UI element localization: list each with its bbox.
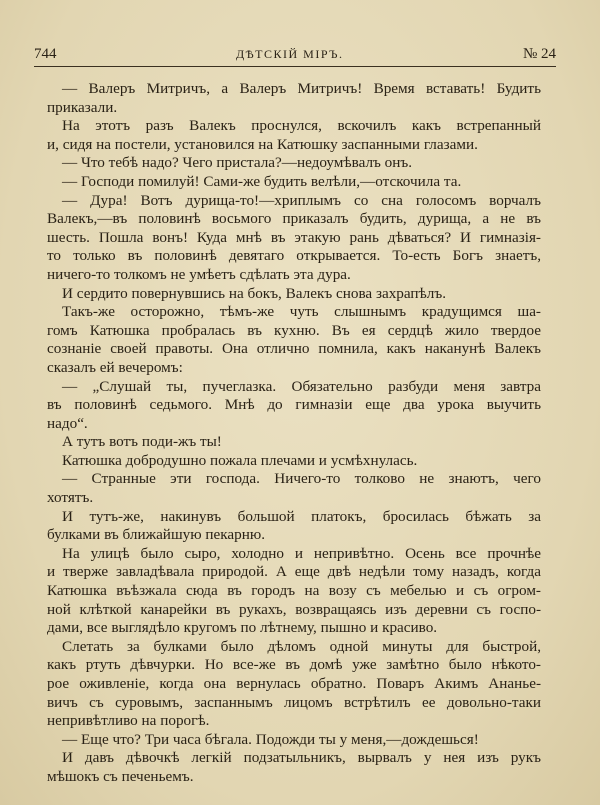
journal-title: ДѢТСКІЙ МІРЪ. (235, 47, 344, 61)
text-line: — „Слушай ты, пучеглазка. Обязательно разбуди меня завтра (62, 377, 541, 395)
text-line: и, сидя на постели, установился на Катюшку заспанными глазами. (47, 135, 478, 153)
text-line: гомъ Катюшка пробралась въ кухню. Въ ея сердцѣ жило твердое (47, 321, 541, 339)
text-line: рое оживленіе, когда она вернулась обратно. Поваръ Акимъ Ананье- (47, 675, 541, 692)
text-line: — Еще что? Три часа бѣгала. Подожди ты у меня,—дождешься! (62, 730, 479, 748)
text-line: какъ ртуть дѣвчурки. Но все-же въ домѣ уже замѣтно было нѣкото- (47, 656, 541, 674)
text-line: — Валеръ Митричъ, а Валеръ Митричъ! Время вставать! Будить (62, 80, 541, 97)
text-line: сказалъ ей вечеромъ: (47, 358, 183, 376)
text-line: Такъ-же осторожно, тѣмъ-же чуть слышнымъ крадущимся ша- (62, 303, 541, 321)
text-line: Катюшка въѣзжала сюда въ городъ на возу съ мебелью и съ огром- (47, 582, 541, 600)
page-body-text (47, 80, 541, 787)
header-rule (34, 66, 556, 67)
text-line: И тутъ-же, накинувъ большой платокъ, бросилась бѣжать за (62, 507, 541, 525)
text-line: булками въ ближайшую пекарню. (47, 526, 265, 544)
text-line: шесть. Пошла вонъ! Куда мнѣ въ этакую рань дѣваться? И гимназія- (47, 228, 541, 246)
text-line: ной клѣткой канарейки въ рукахъ, возвращаясь изъ деревни съ госпо- (47, 600, 541, 618)
text-line: вичъ съ суровымъ, заспаннымъ лицомъ встрѣтилъ ее довольно-таки (47, 693, 541, 711)
text-line: Слетать за булками было дѣломъ одной минуты для быстрой, (62, 637, 541, 655)
text-line: — Господи помилуй! Сами-же будить велѣли,—отскочила та. (62, 172, 462, 190)
issue-number: № 24 (522, 46, 556, 62)
text-line: А тутъ вотъ поди-жъ ты! (62, 433, 222, 451)
text-line: непривѣтливо на порогѣ. (47, 712, 210, 730)
text-line: — Что тебѣ надо? Чего пристала?—недоумѣвалъ онъ. (62, 154, 413, 172)
text-line: надо“. (47, 414, 88, 432)
text-line: На этотъ разъ Валекъ проснулся, вскочилъ какъ встрепанный (62, 117, 541, 135)
text-line: приказали. (47, 98, 118, 116)
text-line: и тверже завладѣвала природой. А еще двѣ недѣли тому назадъ, когда (47, 563, 541, 581)
text-line: ничего-то толкомъ не умѣетъ сдѣлать эта дура. (47, 265, 351, 283)
text-line: — Дура! Вотъ дурища-то!—хриплымъ со сна голосомъ ворчалъ (62, 191, 541, 209)
text-line: Валекъ,—въ половинѣ восьмого приказалъ будить, дурища, а не въ (47, 210, 541, 228)
text-line: хотятъ. (47, 489, 94, 507)
page-header (34, 46, 556, 63)
text-line: — Странные эти господа. Ничего-то толково не знаютъ, чего (62, 470, 541, 488)
text-line: Катюшка добродушно пожала плечами и усмѣхнулась. (62, 451, 418, 469)
text-line: мѣшокъ съ печеньемъ. (47, 767, 194, 785)
text-line: На улицѣ было сыро, холодно и непривѣтно. Осень все прочнѣе (62, 544, 541, 562)
text-line: въ половинѣ седьмого. Мнѣ до гимназіи еще два урока выучить (47, 396, 541, 414)
text-line: И сердито повернувшись на бокъ, Валекъ снова захрапѣлъ. (62, 284, 447, 302)
text-line: сознаніе своей правоты. Она отлично помнила, какъ наканунѣ Валекъ (47, 340, 541, 358)
text-line: то только въ половинѣ девятаго открывается. То-есть Богъ знаетъ, (47, 247, 541, 265)
text-line: дами, все выглядѣло кругомъ по лѣтнему, пышно и красиво. (47, 619, 438, 637)
text-line: И давъ дѣвочкѣ легкій подзатыльникъ, вырвалъ у нея изъ рукъ (62, 749, 541, 767)
page-number: 744 (34, 46, 57, 62)
